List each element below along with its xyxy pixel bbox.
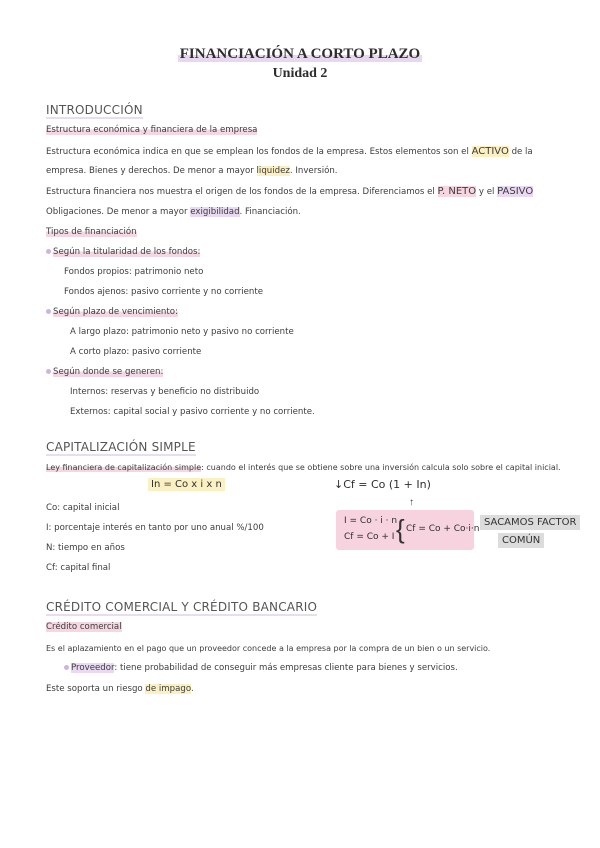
bullet-dot [64, 665, 69, 670]
types-item-1: Según la titularidad de los fondos: [46, 247, 200, 258]
activo-highlight: ACTIVO [471, 146, 509, 157]
types-item-1b: Fondos ajenos: pasivo corriente y no corriente [64, 287, 264, 297]
variable-i: I: porcentaje interés en tanto por uno anual %/100 [46, 523, 264, 533]
variable-co: Co: capital inicial [46, 503, 120, 513]
page-title-text: FINANCIACIÓN A CORTO PLAZO [179, 46, 421, 62]
types-item-2b: A corto plazo: pasivo corriente [70, 347, 202, 357]
capital-law: Ley financiera de capitalización simple: cuando el interés que se obtiene sobre una inversión calcula solo sobre el capital inicial. [46, 463, 561, 472]
credit-line-2: Proveedor: tiene probabilidad de conseguir más empresas cliente para bienes y servicios. [64, 663, 458, 674]
subheading-structure: Estructura económica y financiera de la empresa [46, 125, 258, 135]
intro-line-2: empresa. Bienes y derechos. De menor a mayor liquidez. Inversión. [46, 166, 338, 176]
bullet-dot [46, 249, 51, 254]
page-title [0, 46, 600, 63]
arrow-up-icon: ↑ [409, 497, 414, 508]
formula-box-line-1: I = Co · i · n [344, 516, 398, 526]
intro-line-3: Estructura financiera nos muestra el origen de los fondos de la empresa. Diferenciamos el P. NETO y el PASIVO [46, 186, 534, 197]
types-item-3b: Externos: capital social y pasivo corriente y no corriente. [70, 407, 315, 417]
intro-line-4: Obligaciones. De menor a mayor exigibilidad. Financiación. [46, 207, 301, 217]
bullet-dot [46, 309, 51, 314]
pneto-highlight: P. NETO [437, 186, 477, 197]
formula-box [336, 510, 480, 550]
section-heading-intro: INTRODUCCIÓN [46, 103, 143, 117]
variable-n: N: tiempo en años [46, 543, 125, 553]
bullet-dot [46, 369, 51, 374]
subheading-types: Tipos de financiación [46, 227, 137, 237]
intro-line-1: Estructura económica indica en que se emplean los fondos de la empresa. Estos elementos son el ACTIVO de la [46, 146, 533, 157]
pasivo-highlight: PASIVO [497, 186, 534, 197]
section-heading-credit: CRÉDITO COMERCIAL Y CRÉDITO BANCARIO [46, 600, 318, 614]
brace-icon: { [396, 514, 405, 544]
types-item-3: Según donde se generen: [46, 367, 163, 378]
factor-badge-line-2: COMÚN [498, 533, 544, 548]
formula-box-result: Cf = Co + Co·i·n [406, 524, 480, 534]
credit-line-3: Este soporta un riesgo de impago. [46, 684, 194, 694]
credit-line-1: Es el aplazamiento en el pago que un proveedor concede a la empresa por la compra de un bien o un servicio. [46, 644, 491, 653]
formula-box-line-2: Cf = Co + I [344, 532, 395, 542]
types-item-1a: Fondos propios: patrimonio neto [64, 267, 204, 277]
types-item-2: Según plazo de vencimiento: [46, 307, 178, 318]
section-heading-capital: CAPITALIZACIÓN SIMPLE [46, 440, 196, 454]
formula-interest: In = Co x i x n [148, 478, 225, 491]
factor-badge-line-1: SACAMOS FACTOR [480, 515, 580, 530]
subheading-commercial: Crédito comercial [46, 622, 122, 632]
arrow-down-icon: ↓ [334, 478, 344, 491]
formula-final-capital: ↓Cf = Co (1 + In) [334, 478, 431, 491]
types-item-3a: Internos: reservas y beneficio no distribuido [70, 387, 260, 397]
variable-cf: Cf: capital final [46, 563, 111, 573]
types-item-2a: A largo plazo: patrimonio neto y pasivo no corriente [70, 327, 294, 337]
page-subtitle: Unidad 2 [272, 66, 328, 81]
